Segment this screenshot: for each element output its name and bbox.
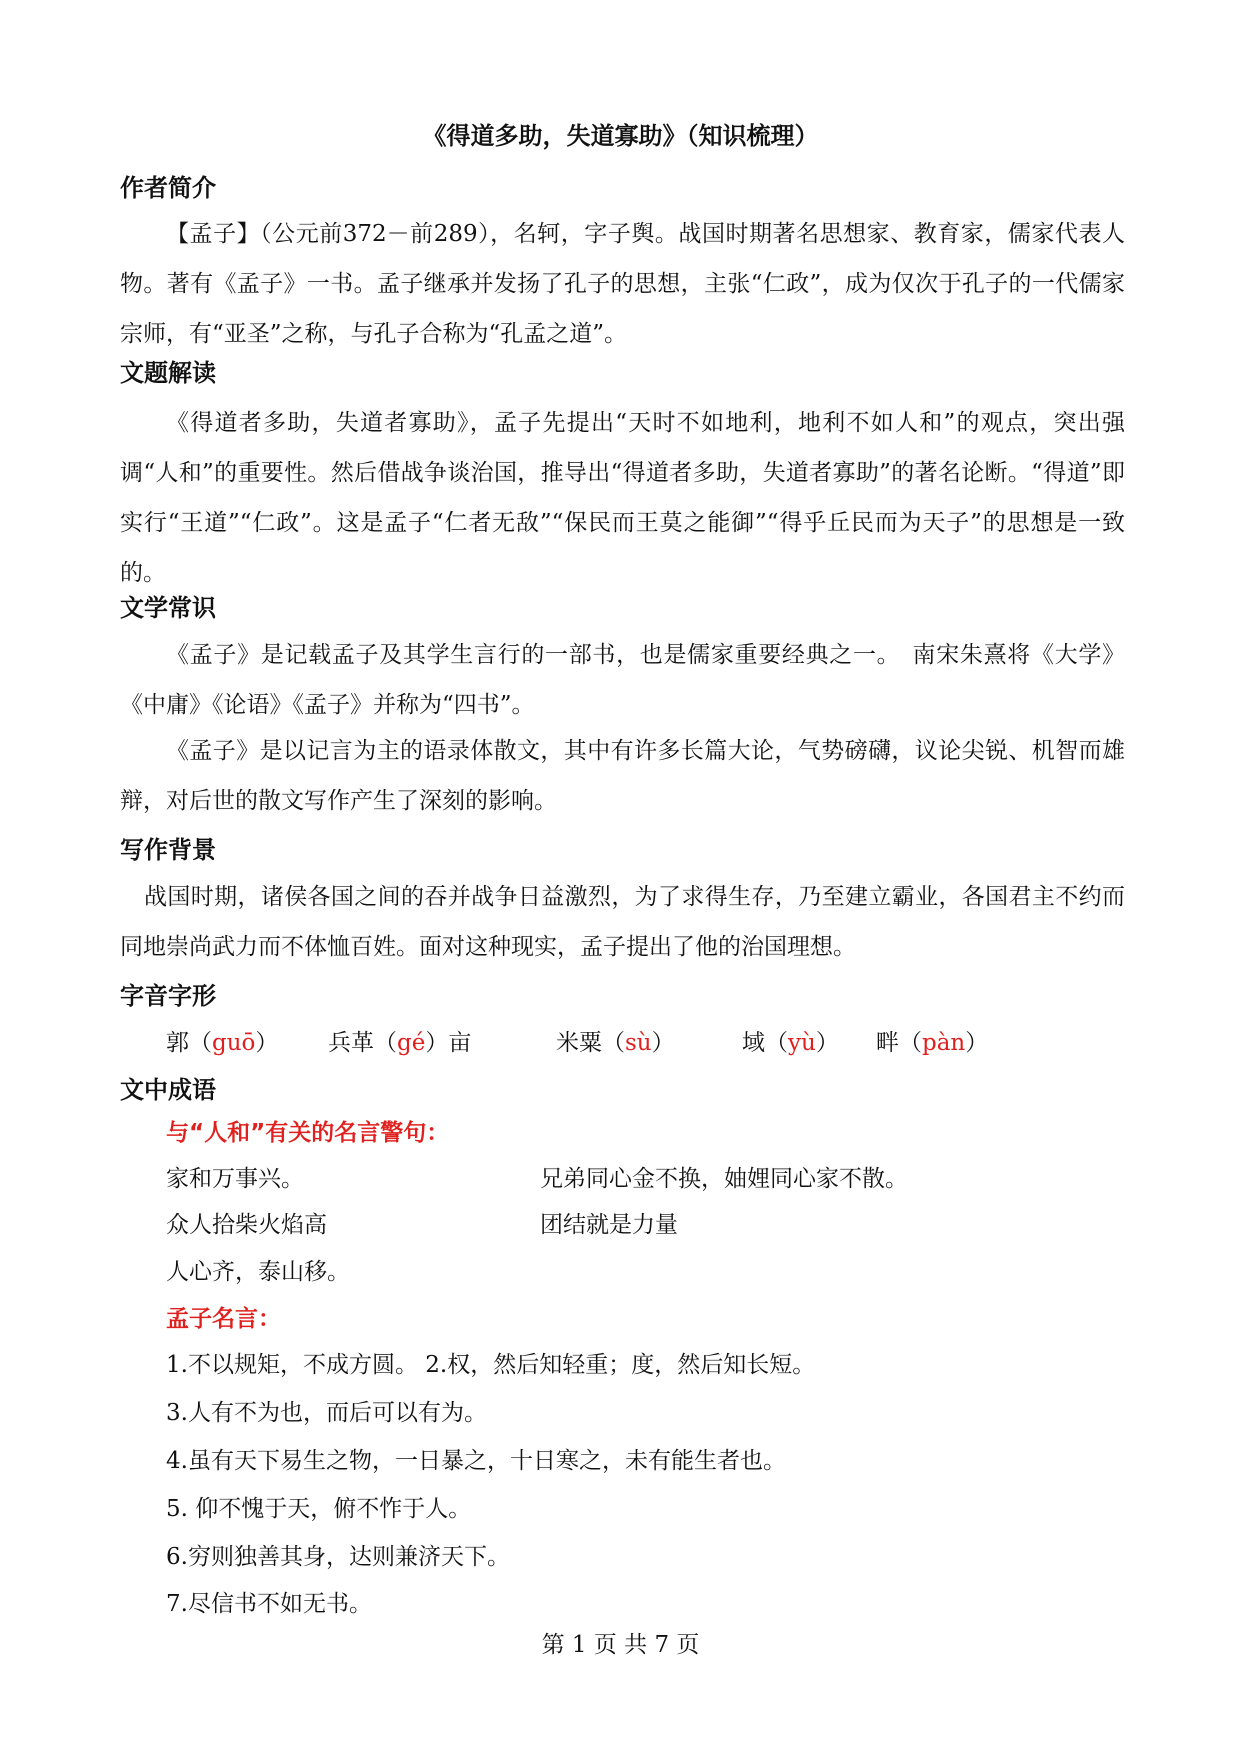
literature-paragraph-1: 《孟子》是记载孟子及其学生言行的一部书，也是儒家重要经典之一。 南宋朱熹将《大学》《中庸》《论语》《孟子》并称为“四书”。 xyxy=(120,642,1125,718)
mencius-quote: 4.虽有天下易生之物，一日暴之，十日寒之，未有能生者也。 xyxy=(166,1448,786,1474)
heading-title-reading: 文题解读 xyxy=(120,359,216,387)
page-footer: 第 1 页 共 7 页 xyxy=(541,1632,700,1658)
heading-background: 写作背景 xyxy=(120,836,216,864)
quote-item: 人心齐，泰山移。 xyxy=(166,1259,350,1285)
heading-idioms: 文中成语 xyxy=(120,1076,216,1104)
background-paragraph: 战国时期，诸侯各国之间的吞并战争日益激烈，为了求得生存，乃至建立霸业，各国君主不约而同地崇尚武力而不体恤百姓。面对这种现实，孟子提出了他的治国理想。 xyxy=(120,884,1125,960)
quote-item: 团结就是力量 xyxy=(540,1212,678,1238)
literature-paragraph-2: 《孟子》是以记言为主的语录体散文，其中有许多长篇大论，气势磅礴，议论尖锐、机智而雄辩，对后世的散文写作产生了深刻的影响。 xyxy=(120,738,1125,814)
pronunciation-item: 畔（pàn） xyxy=(876,1030,989,1056)
mencius-quote: 1.不以规矩，不成方圆。 2.权，然后知轻重；度，然后知长短。 xyxy=(166,1352,816,1378)
mencius-quote: 5. 仰不愧于天，俯不怍于人。 xyxy=(166,1496,472,1522)
title-reading-paragraph: 《得道者多助，失道者寡助》，孟子先提出“天时不如地利，地利不如人和”的观点，突出强调“人和”的重要性。然后借战争谈治国，推导出“得道者多助，失道者寡助”的著名论断。“得道”即实行“王道”“仁政”。这是孟子“仁者无敌”“保民而王莫之能御”“得乎丘民而为天子”的思想是一致的。 xyxy=(120,410,1125,586)
heading-pronunciation: 字音字形 xyxy=(120,982,216,1010)
pronunciation-item: 郭（guō） xyxy=(166,1030,279,1056)
pronunciation-item: 域（yù） xyxy=(742,1030,839,1056)
heading-literature: 文学常识 xyxy=(120,594,216,622)
author-paragraph: 【孟子】（公元前372－前289），名轲，字子舆。战国时期著名思想家、教育家，儒家代表人物。著有《孟子》一书。孟子继承并发扬了孔子的思想，主张“仁政”，成为仅次于孔子的一代儒家宗师，有“亚圣”之称，与孔子合称为“孔孟之道”。 xyxy=(120,221,1125,347)
harmony-quotes-title: 与“人和”有关的名言警句： xyxy=(166,1120,450,1146)
mencius-quote: 6.穷则独善其身，达则兼济天下。 xyxy=(166,1544,510,1570)
mencius-quote: 3.人有不为也，而后可以有为。 xyxy=(166,1400,487,1426)
mencius-quotes-title: 孟子名言： xyxy=(166,1306,281,1332)
page-title: 《得道多助，失道寡助》（知识梳理） xyxy=(422,122,819,150)
pronunciation-item: 兵革（gé）亩 xyxy=(328,1030,472,1056)
quote-item: 兄弟同心金不换，妯娌同心家不散。 xyxy=(540,1166,908,1192)
mencius-quote: 7.尽信书不如无书。 xyxy=(166,1591,372,1617)
quote-item: 家和万事兴。 xyxy=(166,1166,304,1192)
heading-author: 作者简介 xyxy=(120,174,216,202)
pronunciation-item: 米粟（sù） xyxy=(556,1030,675,1056)
quote-item: 众人拾柴火焰高 xyxy=(166,1212,327,1238)
